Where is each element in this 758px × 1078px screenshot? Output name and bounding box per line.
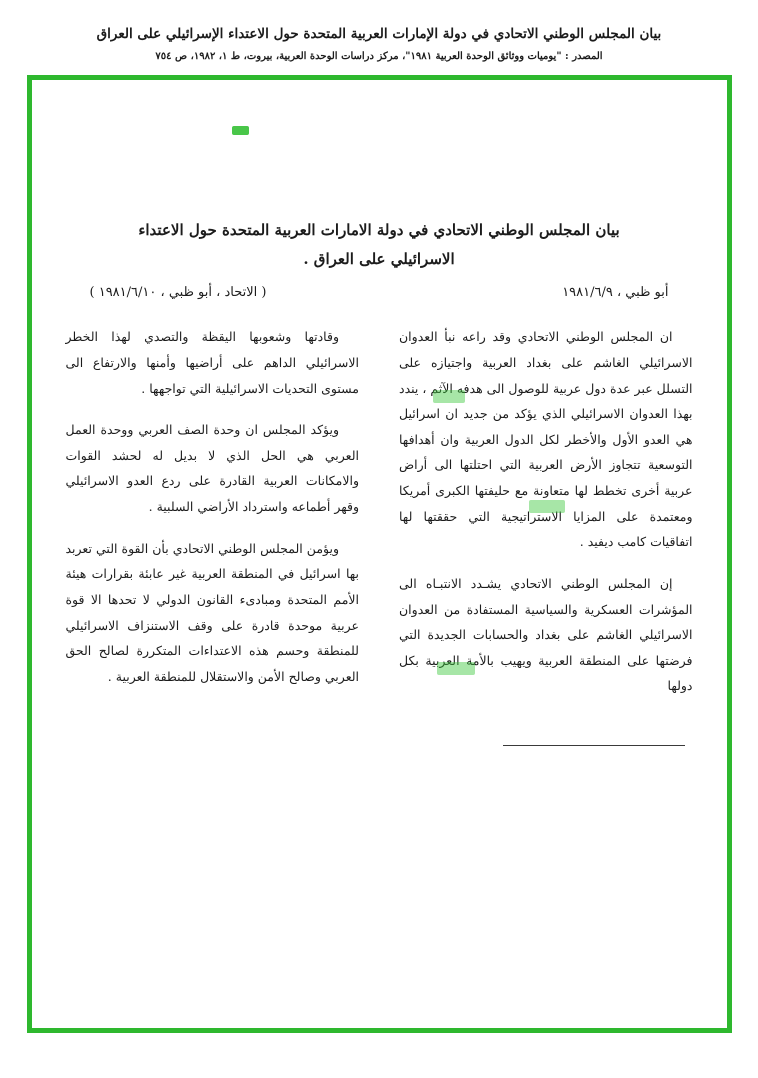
paragraph: ان المجلس الوطني الاتحادي وقد راعه نبأ العدوان الاسرائيلي الغاشم على بغداد العربية واجتيازه على التسلل عبر عدة دول عربية للوصول الى هدفه الآثم ، يندد بهذا العدوان الاسرائيلي الذي يؤكد من جديد ان اسرائيل هي العدو الأول والأخطر لكل الدول العربية وان أهدافها التوسعية تتجاوز الأرض العربية التي احتلتها الى أراض عربية أخرى تخطط لها متعاونة مع حليفتها الكبرى أمريكا ومعتمدة على المزايا الاستراتيجية التي حققتها لها اتفاقيات كامب ديفيد . — [399, 329, 693, 550]
source-line: المصدر : "يوميات ووثائق الوحدة العربية ١٩٨١"، مركز دراسات الوحدة العربية، بيروت، ط ١، ١٩٨٢، ص ٧٥٤ — [155, 51, 603, 63]
dateline — [66, 285, 693, 300]
header-title: بيان المجلس الوطني الاتحادي في دولة الإمارات العربية المتحدة حول الاعتداء الإسرائيلي على العراق — [96, 26, 662, 42]
page-header — [0, 0, 758, 62]
dateline-date: أبو ظبي ، ١٩٨١/٦/٩ — [562, 285, 669, 301]
paragraph: وقادتها وشعوبها اليقظة والتصدي لهذا الخطر الاسرائيلي الداهم على أراضيها وأمنها والارتفاع الى مستوى التحديات الاسرائيلية التي تواجهها . — [65, 329, 359, 396]
paragraph: ويؤكد المجلس ان وحدة الصف العربي ووحدة العمل العربي هي الحل الذي لا بديل له لحشد القوات والامكانات العربية القادرة على ردع العدو الاسرائيلي وقهر أطماعه واسترداد الأراضي السلبية . — [65, 422, 359, 514]
dateline-source: ( الاتحاد ، أبو ظبي ، ١٩٨١/٦/١٠ ) — [89, 285, 267, 301]
paragraph: إن المجلس الوطني الاتحادي يشـدد الانتبـاه الى المؤشرات العسكرية والسياسية المستفادة من العدوان الاسرائيلي الغاشم على بغداد والحسابات الجديدة التي فرضتها على المنطقة العربية ويهيب بالأمة العربية بكل دولها — [399, 575, 693, 694]
scan-artifact — [232, 126, 249, 135]
doc-title: بيان المجلس الوطني الاتحادي في دولة الامارات العربية المتحدة حول الاعتداء الاسرائيلي على العراق . — [138, 221, 620, 268]
body-columns — [66, 324, 693, 746]
paragraph: ويؤمن المجلس الوطني الاتحادي بأن القوة التي تعربد بها اسرائيل في المنطقة العربية غير عابئة بقرارات هيئة الأمم المتحدة ومبادىء القانون الدولي لا تحدها الا قوة عربية موحدة قادرة على وقف الاستنزاف الاسرائيلي للمنطقة وحسم هذه الاعتداءات المتكررة لصالح الحق العربي وصالح الأمن والاستقلال للمنطقة العربية . — [65, 540, 359, 684]
column-left — [66, 324, 360, 746]
column-right — [399, 324, 693, 746]
divider — [503, 745, 685, 746]
document-frame — [27, 75, 732, 1033]
